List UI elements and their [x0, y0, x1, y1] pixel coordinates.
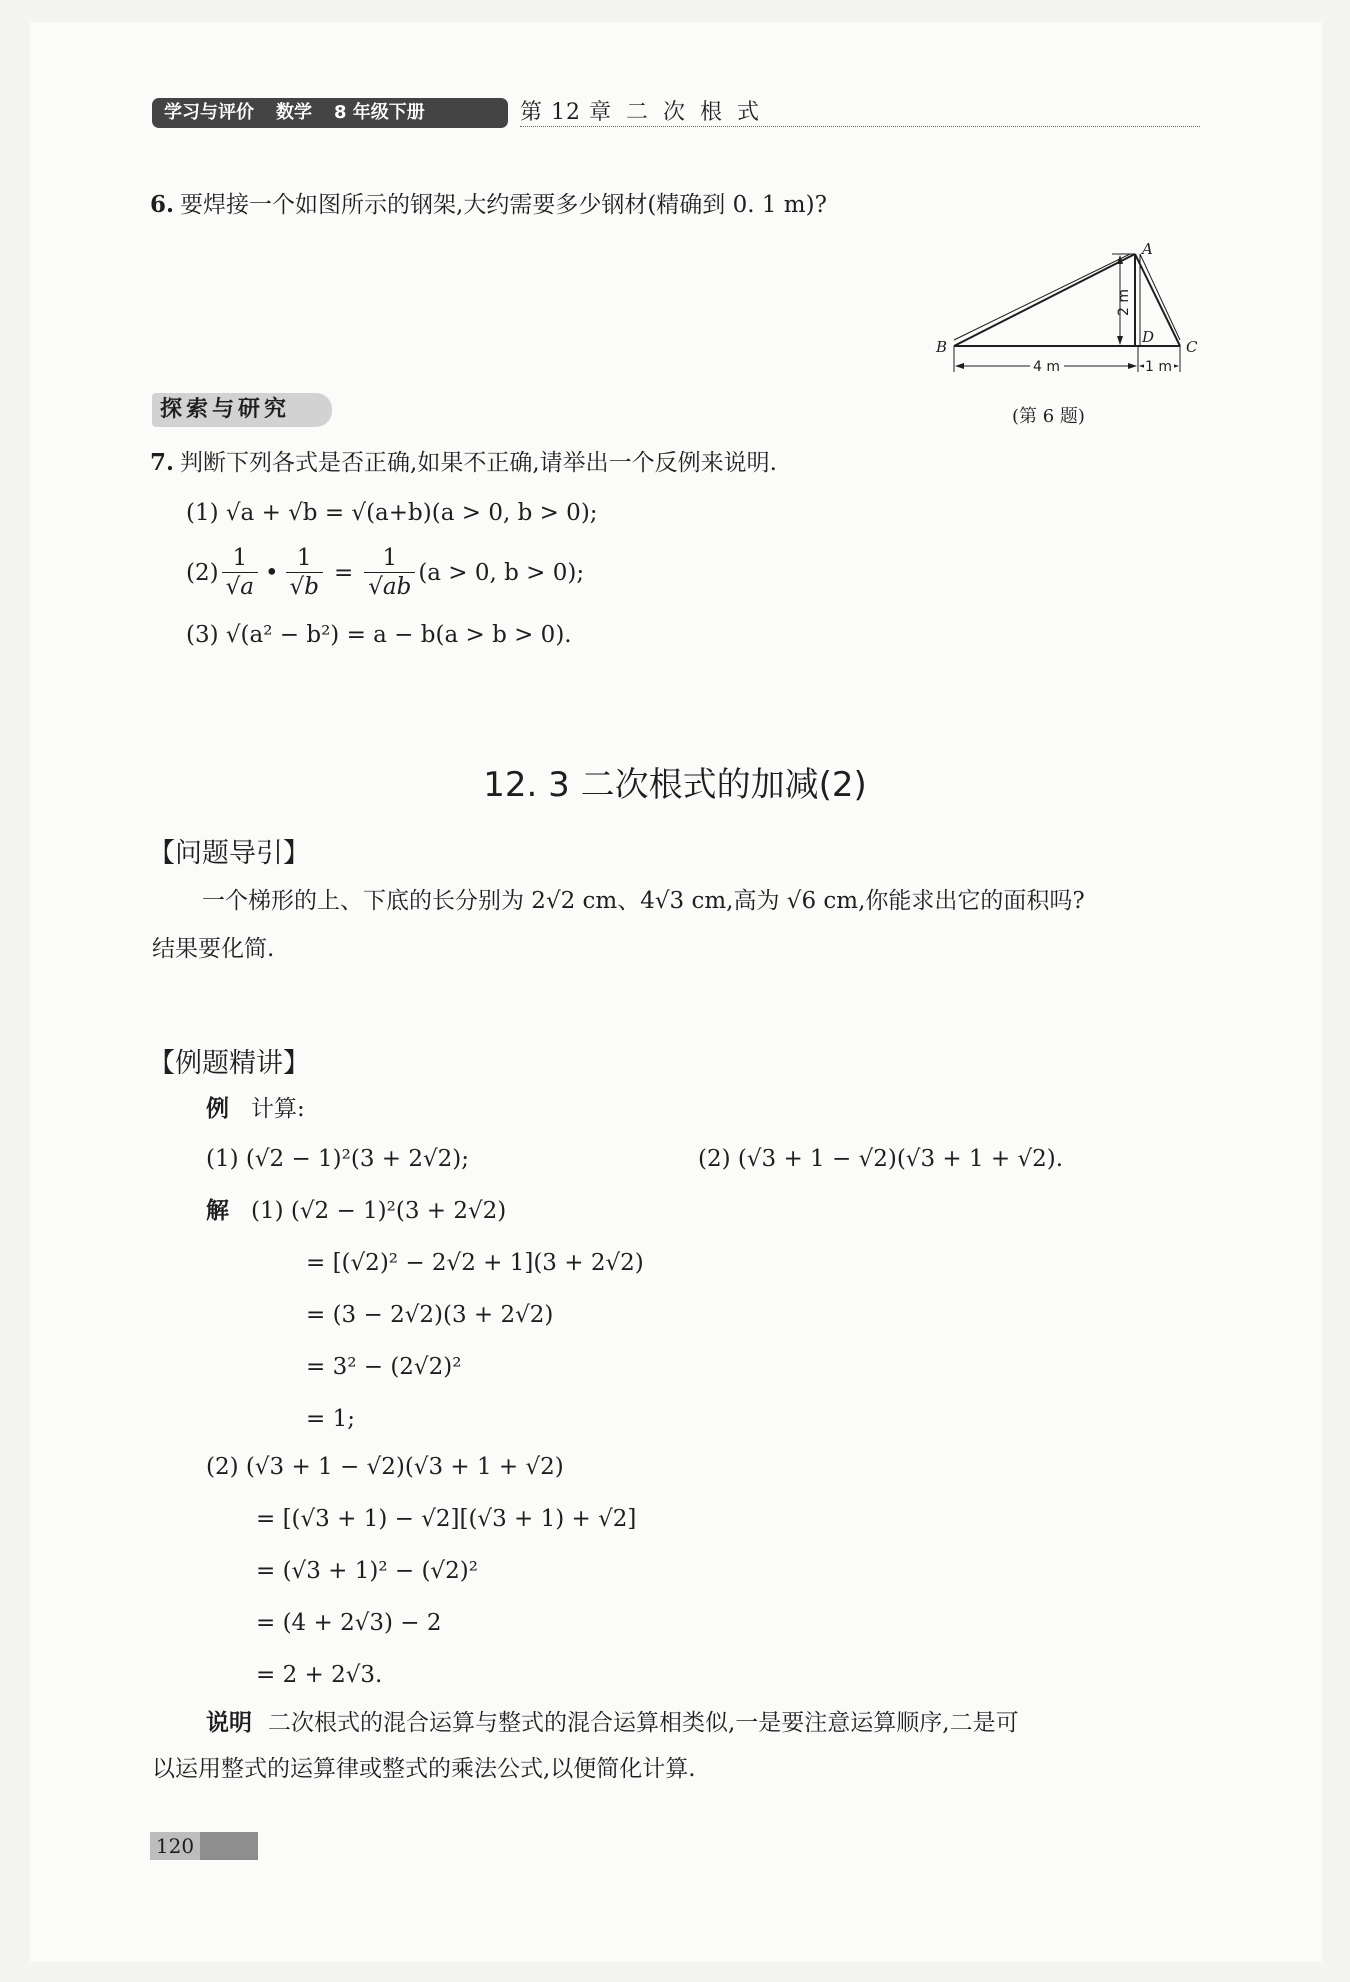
q7-item-1: (1) √a + √b = √(a+b)(a > 0, b > 0);: [186, 500, 598, 526]
subject-name: 数学: [276, 102, 312, 123]
label-c: C: [1186, 338, 1198, 356]
chapter-title: 第 12 章 二 次 根 式: [520, 100, 761, 125]
guide-text-line-1: 一个梯形的上、下底的长分别为 2√2 cm、4√3 cm,高为 √6 cm,你能求出它的面积吗?: [202, 888, 1085, 914]
solution-label: 解: [206, 1198, 229, 1224]
guide-text-line-2: 结果要化简.: [152, 936, 275, 962]
guide-heading: 【问题导引】: [148, 838, 310, 869]
question-text: 要焊接一个如图所示的钢架,大约需要多少钢材(精确到 0. 1 m)?: [180, 192, 827, 218]
label-b: B: [936, 338, 948, 356]
steel-frame-figure: [930, 240, 1210, 390]
example-intro: [206, 1092, 305, 1126]
question-text: 判断下列各式是否正确,如果不正确,请举出一个反例来说明.: [180, 450, 777, 476]
example-heading: 【例题精讲】: [148, 1048, 310, 1079]
solution-2-line-2: = (√3 + 1)² − (√2)²: [256, 1558, 478, 1584]
explore-research-badge: 探索与研究: [152, 393, 332, 427]
dim-label-bd: 4 m: [1033, 359, 1060, 375]
note-line-1: 说明 二次根式的混合运算与整式的混合运算相类似,一是要注意运算顺序,二是可: [206, 1710, 1019, 1736]
grade-name: 8 年级下册: [334, 102, 425, 123]
question-7: [150, 446, 777, 480]
note-label: 说明: [206, 1710, 252, 1736]
fraction: $\frac{1}{√b}$: [286, 544, 323, 601]
question-6: [150, 188, 827, 222]
figure-caption: (第 6 题): [1012, 406, 1085, 427]
label-d: D: [1142, 328, 1155, 346]
question-number: 7.: [150, 449, 175, 476]
example-label: 例: [206, 1096, 229, 1122]
q7-item-3: (3) √(a² − b²) = a − b(a > b > 0).: [186, 622, 572, 648]
series-name: 学习与评价: [164, 102, 254, 123]
solution-2-line-4: = 2 + 2√3.: [256, 1662, 383, 1688]
dim-label-height: 2 m: [1116, 289, 1132, 316]
note-line-2: 以运用整式的运算律或整式的乘法公式,以便简化计算.: [152, 1756, 696, 1782]
label-a: A: [1142, 240, 1153, 258]
page-number: 120: [150, 1832, 200, 1860]
section-title: 12. 3 二次根式的加减(2): [483, 765, 867, 805]
solution-1-line-3: = 3² − (2√2)²: [306, 1354, 462, 1380]
solution-1-line-2: = (3 − 2√2)(3 + 2√2): [306, 1302, 554, 1328]
solution-2-line-0: (2) (√3 + 1 − √2)(√3 + 1 + √2): [206, 1454, 564, 1480]
example-problem-1: (1) (√2 − 1)²(3 + 2√2);: [206, 1146, 470, 1172]
fraction: $\frac{1}{√a}$: [222, 544, 258, 601]
dim-label-dc: 1 m: [1145, 359, 1172, 375]
header-divider: [520, 126, 1200, 127]
solution-1-line-4: = 1;: [306, 1406, 355, 1432]
example-problem-2: (2) (√3 + 1 − √2)(√3 + 1 + √2).: [698, 1146, 1064, 1172]
example-task: 计算:: [251, 1096, 305, 1122]
question-number: 6.: [150, 191, 175, 218]
side-ba: [954, 254, 1135, 346]
solution-2-line-1: = [(√3 + 1) − √2][(√3 + 1) + √2]: [256, 1506, 637, 1532]
fraction: $\frac{1}{√ab}$: [364, 544, 415, 601]
solution-2-line-3: = (4 + 2√3) − 2: [256, 1610, 442, 1636]
solution-1-line-0: 解 (1) (√2 − 1)²(3 + 2√2): [206, 1198, 507, 1224]
solution-1-line-1: = [(√2)² − 2√2 + 1](3 + 2√2): [306, 1250, 644, 1276]
series-header-badge: [152, 98, 508, 128]
q7-item-2: (2) $\frac{1}{√a}$ • $\frac{1}{√b}$ = $\frac{1}{√ab}$ (a > 0, b > 0);: [186, 545, 585, 600]
